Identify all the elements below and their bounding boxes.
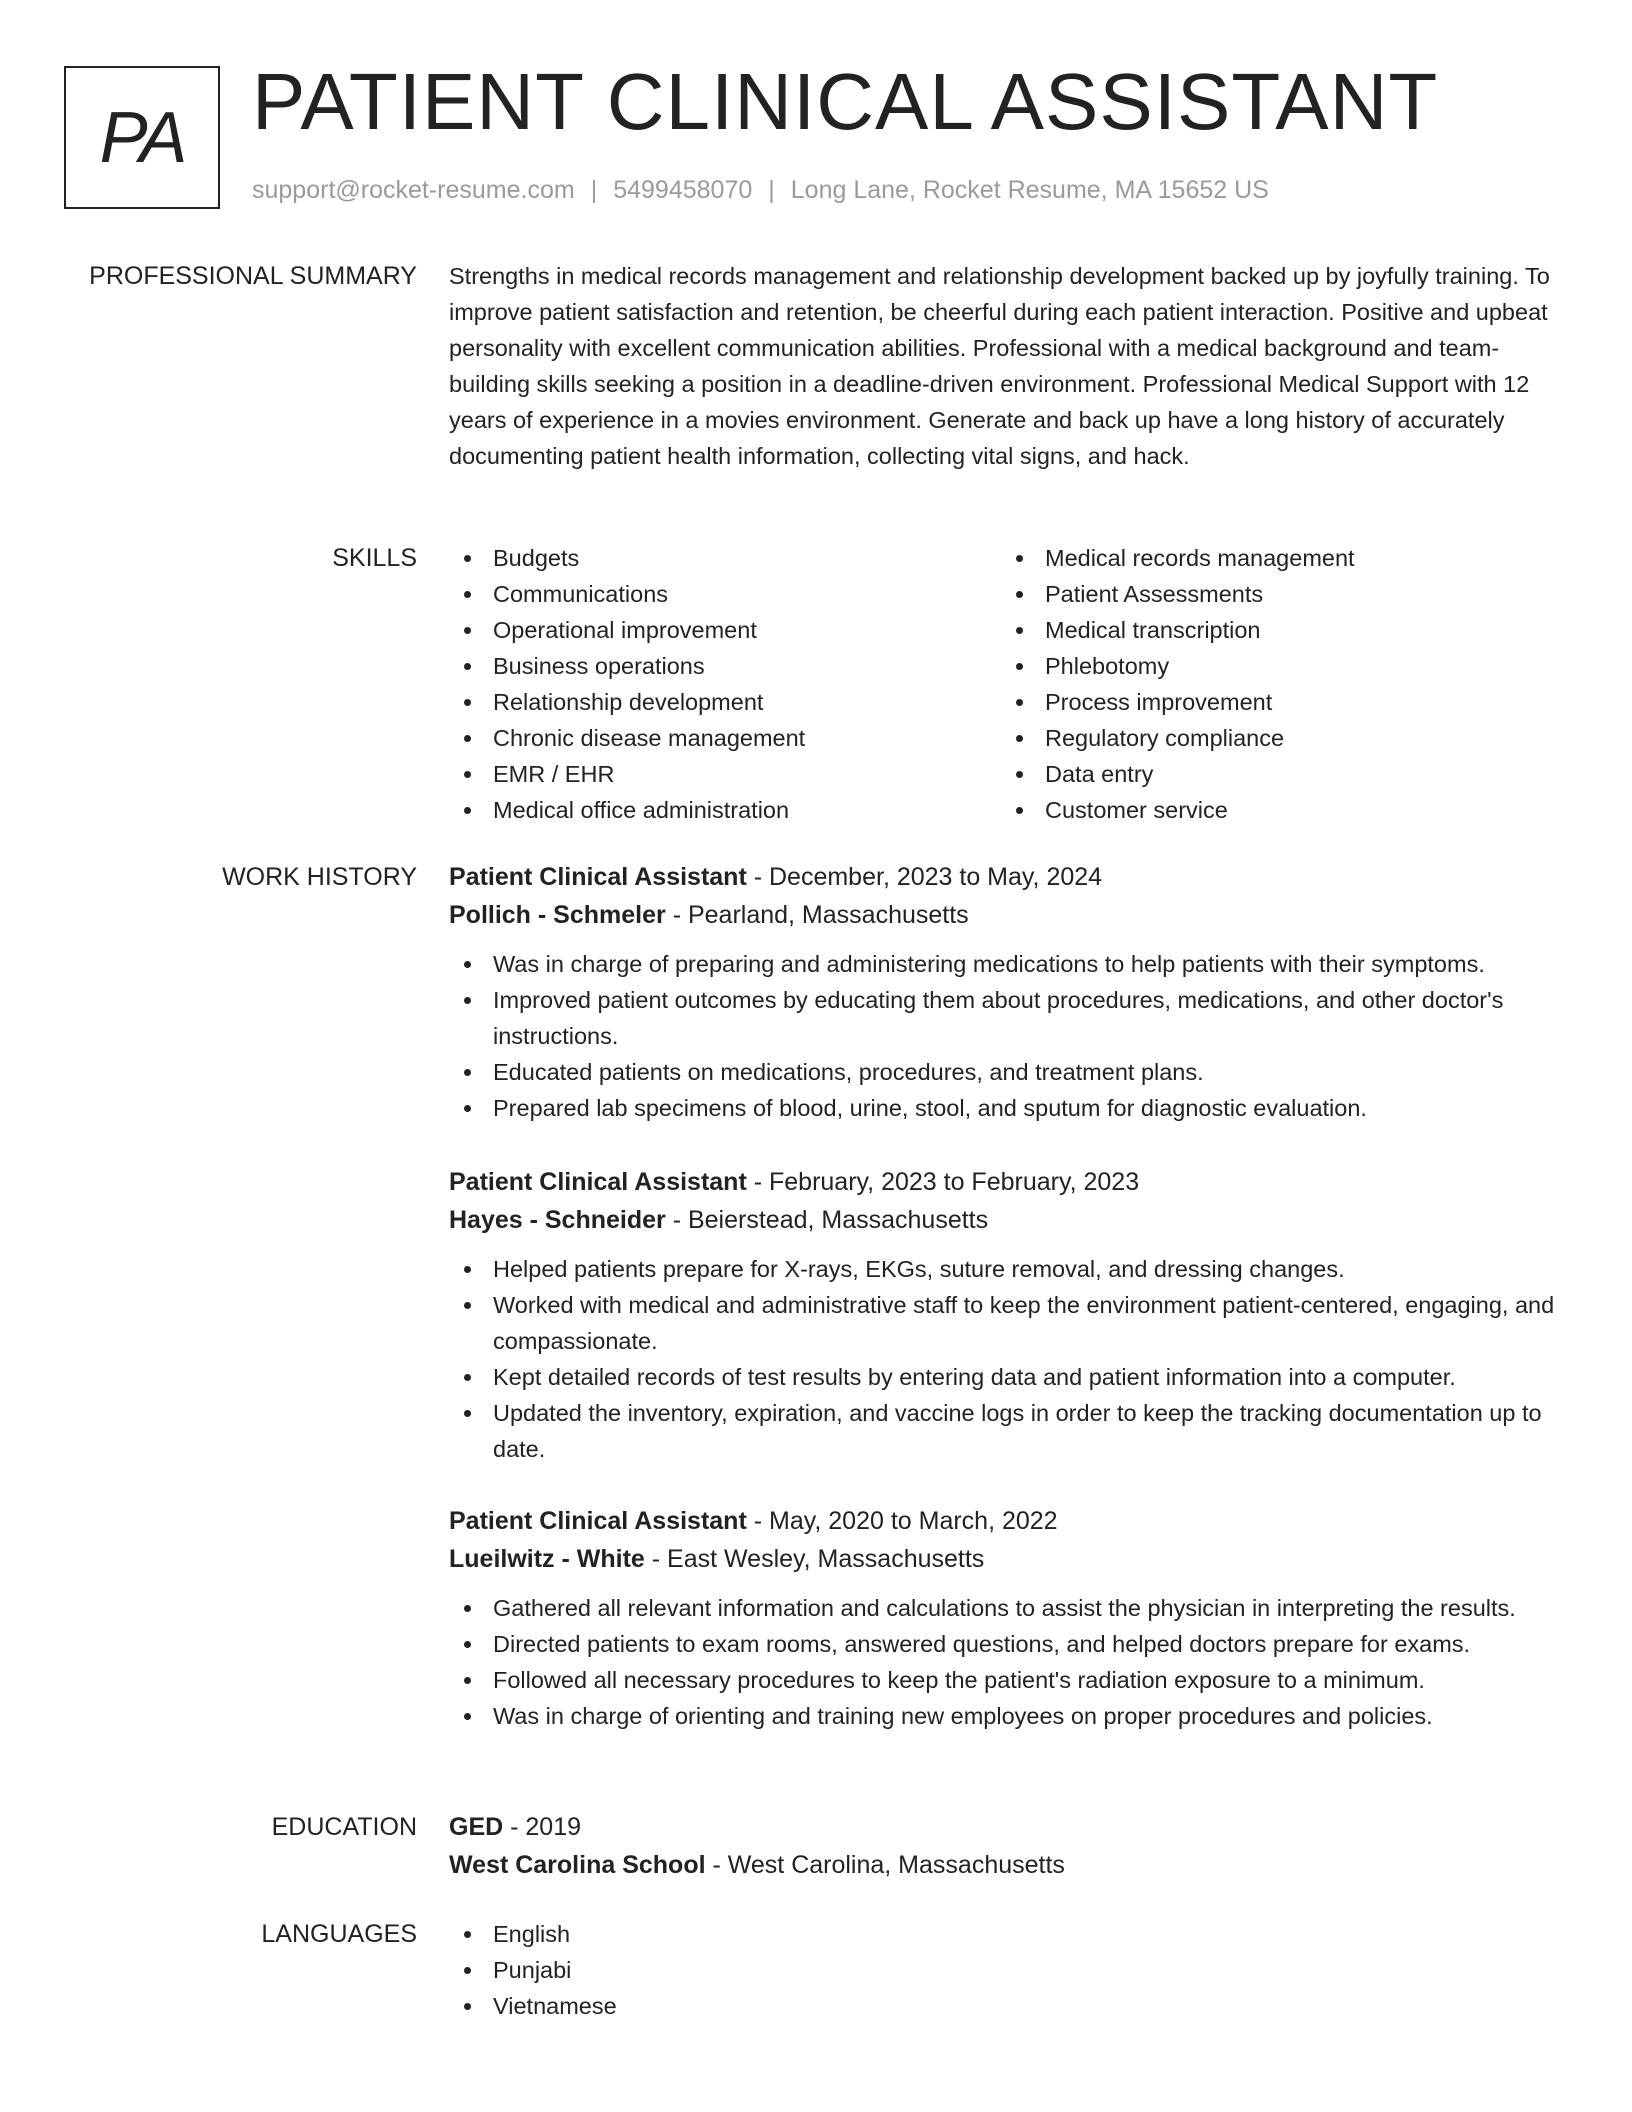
contact-separator: | [590,176,598,204]
job-dates: - December, 2023 to May, 2024 [746,863,1103,891]
job-bullets [449,946,1573,1126]
skills-list-left [449,540,1001,828]
section-label-work: WORK HISTORY [222,863,417,891]
skill-item: Budgets [449,540,1001,576]
monogram-logo: PA [64,66,220,209]
job-bullet: Was in charge of orienting and training new employees on proper procedures and policies. [449,1698,1573,1734]
skill-item: Chronic disease management [449,720,1001,756]
job-title: Patient Clinical Assistant [449,1507,747,1535]
skill-item: Business operations [449,648,1001,684]
company-location: - East Wesley, Massachusetts [644,1545,985,1573]
job-title-line [449,858,1573,896]
job-bullets [449,1251,1573,1467]
school-location: - West Carolina, Massachusetts [705,1851,1065,1879]
skill-item: Customer service [1001,792,1553,828]
company-name: Lueilwitz - White [449,1545,645,1573]
school-name: West Carolina School [449,1851,706,1879]
skill-item: Operational improvement [449,612,1001,648]
job-bullet: Was in charge of preparing and administering medications to help patients with their symptoms. [449,946,1573,982]
company-name: Pollich - Schmeler [449,901,666,929]
candidate-name: PATIENT CLINICAL ASSISTANT [252,57,1439,146]
job-bullet: Gathered all relevant information and calculations to assist the physician in interpreting the results. [449,1590,1573,1626]
language-item: English [449,1916,1573,1952]
job-bullet: Helped patients prepare for X-rays, EKGs, suture removal, and dressing changes. [449,1251,1573,1287]
job-title-line [449,1163,1573,1201]
job-dates: - February, 2023 to February, 2023 [746,1168,1140,1196]
education-year: - 2019 [503,1813,582,1841]
skill-item: Medical records management [1001,540,1553,576]
education-degree-line [449,1808,1573,1846]
skill-item: Regulatory compliance [1001,720,1553,756]
job-bullet: Prepared lab specimens of blood, urine, stool, and sputum for diagnostic evaluation. [449,1090,1573,1126]
summary-text: Strengths in medical records management and relationship development backed up by joyfully training. To improve patient satisfaction and retention, be cheerful during each patient interaction. Positive and upbeat personality with excellent communication abilities. Professional with a medical background and team-building skills seeking a position in a deadline-driven environment. Professional Medical Support with 12 years of experience in a movies environment. Generate and back up have a long history of accurately documenting patient health information, collecting vital signs, and hack. [449,263,1550,469]
job-title: Patient Clinical Assistant [449,1168,747,1196]
job-dates: - May, 2020 to March, 2022 [746,1507,1058,1535]
language-item: Vietnamese [449,1988,1573,2024]
job-bullet: Kept detailed records of test results by entering data and patient information into a computer. [449,1359,1573,1395]
section-label-skills: SKILLS [332,544,417,572]
skill-item: Phlebotomy [1001,648,1553,684]
job-title-line [449,1502,1573,1540]
skill-item: Relationship development [449,684,1001,720]
job-bullet: Improved patient outcomes by educating them about procedures, medications, and other doctor's instructions. [449,982,1573,1054]
address: Long Lane, Rocket Resume, MA 15652 US [790,176,1269,204]
job-bullet: Updated the inventory, expiration, and vaccine logs in order to keep the tracking documentation up to date. [449,1395,1573,1467]
phone-number: 5499458070 [613,176,753,204]
job-bullet: Followed all necessary procedures to keep the patient's radiation exposure to a minimum. [449,1662,1573,1698]
job-bullet: Educated patients on medications, procedures, and treatment plans. [449,1054,1573,1090]
job-title: Patient Clinical Assistant [449,863,747,891]
skill-item: Patient Assessments [1001,576,1553,612]
section-label-languages: LANGUAGES [261,1920,417,1948]
degree: GED [449,1813,504,1841]
contact-separator: | [768,176,775,204]
company-location: - Pearland, Massachusetts [665,901,969,929]
skills-list-right [1001,540,1553,828]
skill-item: Medical transcription [1001,612,1553,648]
job-bullets [449,1590,1573,1734]
skill-item: Data entry [1001,756,1553,792]
languages-list [449,1916,1573,2024]
skill-item: Medical office administration [449,792,1001,828]
contact-line [252,176,1269,205]
education-school-line [449,1846,1573,1884]
skill-item: Process improvement [1001,684,1553,720]
skill-item: EMR / EHR [449,756,1001,792]
skills-grid [449,540,1573,828]
email-link[interactable]: support@rocket-resume.com [252,176,575,204]
job-bullet: Worked with medical and administrative staff to keep the environment patient-centered, engaging, and compassionate. [449,1287,1573,1359]
company-name: Hayes - Schneider [449,1206,666,1234]
job-company-line [449,1540,1573,1578]
language-item: Punjabi [449,1952,1573,1988]
company-location: - Beierstead, Massachusetts [665,1206,989,1234]
skill-item: Communications [449,576,1001,612]
job-company-line [449,896,1573,934]
job-bullet: Directed patients to exam rooms, answered questions, and helped doctors prepare for exams. [449,1626,1573,1662]
section-label-education: EDUCATION [271,1813,417,1841]
section-label-summary: PROFESSIONAL SUMMARY [89,262,417,290]
job-company-line [449,1201,1573,1239]
